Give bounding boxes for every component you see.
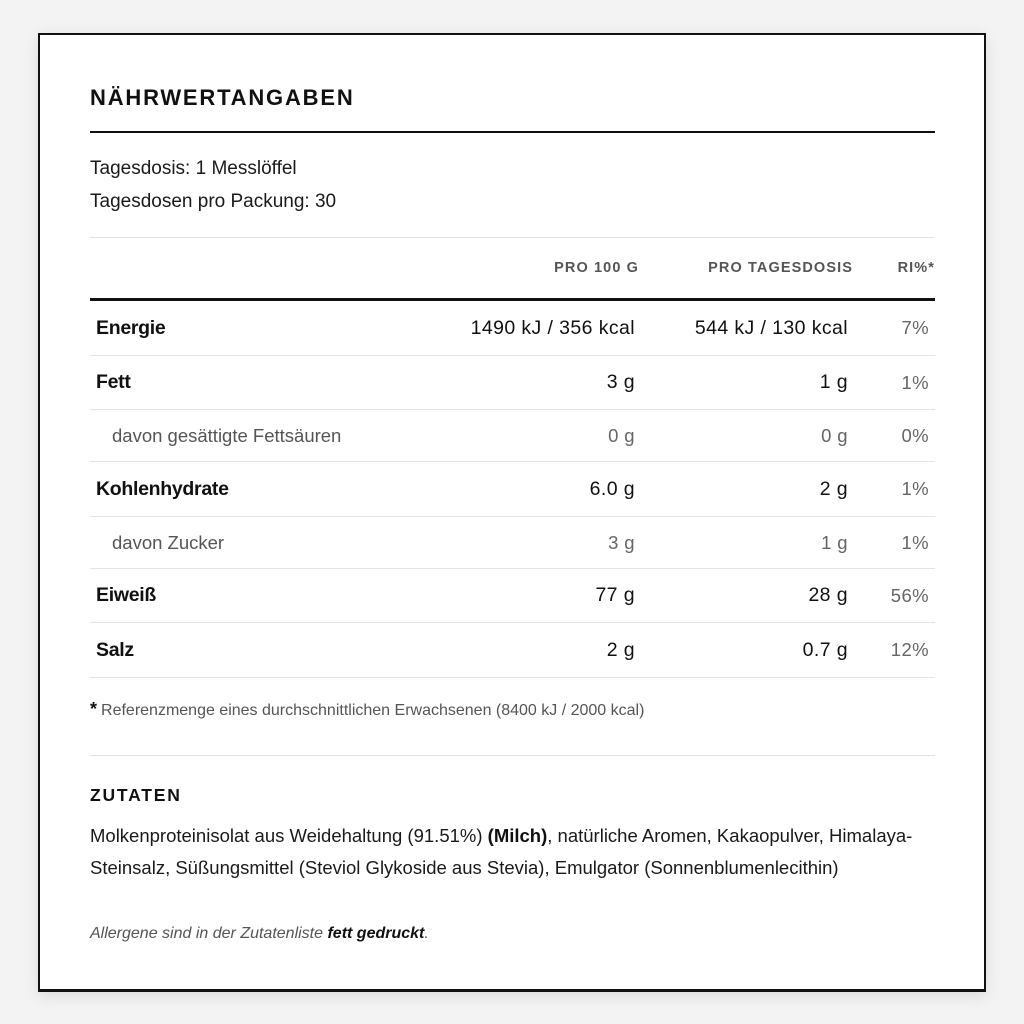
row-name: Salz bbox=[96, 638, 134, 661]
row-name: Energie bbox=[96, 316, 166, 339]
page-title: NÄHRWERTANGABEN bbox=[90, 85, 355, 110]
table-row bbox=[90, 517, 935, 569]
allergen-note-prefix: Allergene sind in der Zutatenliste bbox=[90, 925, 328, 942]
table-row bbox=[90, 462, 935, 517]
allergen-note-suffix: . bbox=[424, 925, 429, 942]
row-per-dose: 1 g bbox=[821, 531, 848, 553]
header-per-dose: PRO TAGESDOSIS bbox=[708, 260, 853, 276]
row-name: Eiweiß bbox=[96, 584, 156, 606]
ingredients-allergen: (Milch) bbox=[487, 825, 548, 846]
row-ri: 1% bbox=[901, 478, 929, 499]
daily-dose: Tagesdosis: 1 Messlöffel bbox=[90, 158, 297, 179]
row-ri: 56% bbox=[890, 584, 929, 606]
row-per-dose: 0.7 g bbox=[802, 638, 848, 661]
table-row bbox=[90, 569, 935, 623]
row-ri: 1% bbox=[901, 531, 929, 553]
row-per-dose: 2 g bbox=[819, 477, 848, 500]
footnote-star: * bbox=[90, 699, 98, 719]
table-row bbox=[90, 301, 935, 356]
doses-per-pack: Tagesdosen pro Packung: 30 bbox=[90, 191, 337, 212]
table-row bbox=[90, 623, 935, 678]
serving-divider bbox=[90, 237, 935, 238]
row-name: davon Zucker bbox=[112, 531, 225, 553]
row-per-100g: 6.0 g bbox=[589, 477, 635, 500]
footnote-divider bbox=[90, 755, 935, 756]
row-ri: 7% bbox=[901, 317, 929, 338]
row-per-100g: 2 g bbox=[606, 638, 635, 661]
row-per-100g: 77 g bbox=[595, 584, 635, 606]
ingredients-part-1: Molkenproteinisolat aus Weidehaltung (91.51%) bbox=[90, 825, 488, 846]
row-per-dose: 28 g bbox=[808, 584, 848, 606]
row-per-100g: 1490 kJ / 356 kcal bbox=[470, 316, 635, 339]
header-ri: RI%* bbox=[897, 260, 935, 276]
row-ri: 12% bbox=[890, 639, 929, 660]
allergen-note bbox=[90, 925, 429, 943]
ingredients-part-2: , natürliche Aromen, Kakaopulver, Himalaya-Steinsalz, Süßungsmittel (Steviol Glykoside aus Stevia), Emulgator (Sonnenblumenlecithin) bbox=[90, 825, 913, 878]
row-per-dose: 0 g bbox=[821, 424, 848, 446]
ingredients-text bbox=[90, 820, 935, 884]
row-per-dose: 544 kJ / 130 kcal bbox=[694, 316, 848, 339]
footnote-text: Referenzmenge eines durchschnittlichen Erwachsenen (8400 kJ / 2000 kcal) bbox=[101, 702, 645, 719]
row-per-dose: 1 g bbox=[819, 371, 848, 393]
ri-footnote bbox=[90, 699, 644, 720]
row-name: Fett bbox=[96, 371, 131, 393]
table-row bbox=[90, 410, 935, 462]
row-name: davon gesättigte Fettsäuren bbox=[112, 424, 342, 446]
ingredients-title: ZUTATEN bbox=[90, 785, 182, 805]
row-per-100g: 0 g bbox=[608, 424, 635, 446]
table-row bbox=[90, 356, 935, 410]
allergen-note-bold: fett gedruckt bbox=[327, 925, 425, 942]
header-per-100g: PRO 100 G bbox=[554, 260, 639, 276]
row-ri: 1% bbox=[901, 371, 929, 393]
row-name: Kohlenhydrate bbox=[96, 477, 229, 500]
row-ri: 0% bbox=[901, 424, 929, 446]
nutrition-card bbox=[38, 33, 986, 992]
row-per-100g: 3 g bbox=[608, 531, 635, 553]
title-divider bbox=[90, 131, 935, 133]
row-per-100g: 3 g bbox=[606, 371, 635, 393]
